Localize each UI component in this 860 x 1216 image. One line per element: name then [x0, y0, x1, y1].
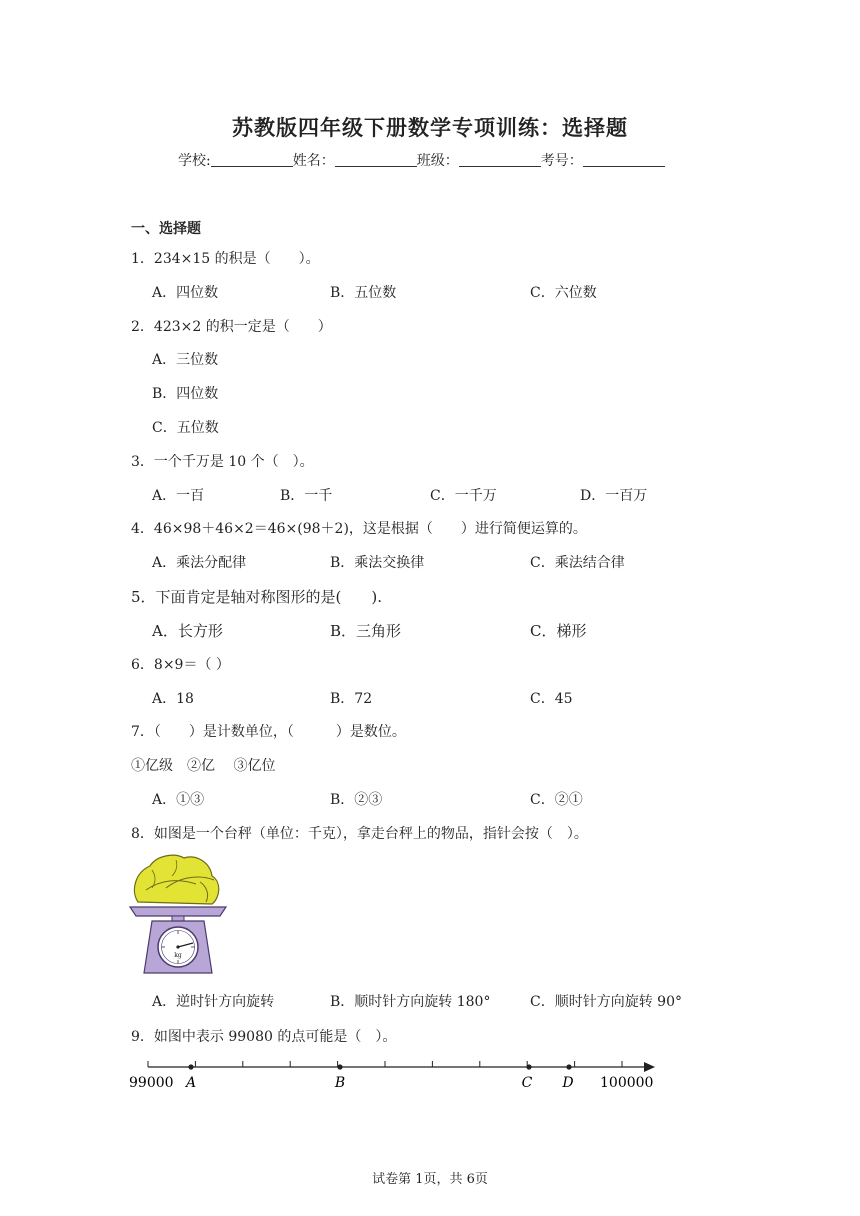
question-1-option-a: A．四位数	[152, 285, 219, 301]
number-line-ticks	[148, 1061, 622, 1067]
question-7-stem: 7．（ ）是计数单位，（ ）是数位。	[131, 724, 406, 740]
question-2-stem: 2．423×2 的积一定是（ ）	[131, 319, 332, 335]
question-2-option-a: A．三位数	[152, 352, 219, 368]
point-b-label: B	[334, 1075, 346, 1091]
point-d-dot	[566, 1064, 571, 1069]
scale-with-cabbage-figure	[126, 850, 232, 978]
name-blank	[335, 152, 417, 167]
question-5-stem: 5．下面肯定是轴对称图形的是( ).	[131, 588, 383, 606]
point-a-label: A	[185, 1075, 197, 1091]
question-7-option-b: B．②③	[330, 792, 383, 808]
point-c-label: C	[521, 1075, 533, 1091]
point-d-label: D	[562, 1075, 574, 1091]
question-1-stem: 1．234×15 的积是（ ）。	[131, 251, 320, 267]
page-title: 苏教版四年级下册数学专项训练：选择题	[232, 115, 628, 140]
section-heading: 一、选择题	[131, 221, 201, 237]
question-4-option-c: C．乘法结合律	[530, 555, 625, 571]
number-line-arrow	[644, 1062, 655, 1072]
question-6-option-b: B．72	[330, 691, 373, 707]
student-info-line	[178, 150, 665, 170]
name-label: 姓名：	[292, 153, 335, 169]
question-3-option-c: C．一千万	[430, 488, 497, 504]
question-4-stem: 4．46×98＋46×2＝46×(98＋2)，这是根据（ ）进行简便运算的。	[131, 521, 587, 537]
question-8-option-a: A．逆时针方向旋转	[152, 994, 275, 1010]
question-3-stem: 3．一个千万是 10 个（ ）。	[131, 454, 314, 470]
question-7-choices: ①亿级 ②亿 ③亿位	[131, 758, 276, 774]
question-9-stem: 9．如图中表示 99080 的点可能是（ ）。	[131, 1029, 397, 1045]
number-line-start-label: 99000	[129, 1075, 174, 1091]
point-b-dot	[337, 1064, 342, 1069]
question-1-option-b: B．五位数	[330, 285, 397, 301]
school-blank	[211, 152, 293, 167]
cabbage-illustration	[134, 855, 218, 904]
scale-neck	[172, 916, 184, 921]
scale-dial	[158, 927, 198, 967]
question-4-option-b: B．乘法交换律	[330, 555, 425, 571]
scale-unit-label: kg	[174, 952, 182, 959]
scale-platform	[130, 907, 226, 916]
exam-number-label: 考号：	[540, 153, 583, 169]
question-6-option-c: C．45	[530, 691, 573, 707]
question-1-option-c: C．六位数	[530, 285, 597, 301]
class-label: 班级：	[416, 153, 459, 169]
question-6-option-a: A．18	[152, 691, 194, 707]
question-5-option-c: C．梯形	[530, 622, 587, 640]
class-blank	[459, 152, 541, 167]
question-5-option-a: A．长方形	[152, 622, 223, 640]
question-2-option-b: B．四位数	[152, 386, 219, 402]
school-label: 学校:	[178, 153, 211, 169]
question-8-stem: 8．如图是一个台秤（单位：千克），拿走台秤上的物品，指针会按（ ）。	[131, 826, 588, 842]
number-line-figure	[120, 1052, 665, 1096]
question-2-option-c: C．五位数	[152, 420, 219, 436]
question-6-stem: 6．8×9＝（ ）	[131, 657, 230, 673]
question-4-option-a: A．乘法分配律	[152, 555, 247, 571]
question-3-option-b: B．一千	[280, 488, 333, 504]
number-line-end-label: 100000	[600, 1075, 654, 1091]
question-8-option-c: C．顺时针方向旋转 90°	[530, 994, 682, 1010]
question-3-option-d: D．一百万	[580, 488, 648, 504]
question-5-option-b: B．三角形	[330, 622, 402, 640]
exam-number-blank	[583, 152, 665, 167]
page-footer: 试卷第 1页，共 6页	[372, 1172, 488, 1187]
point-a-dot	[188, 1064, 193, 1069]
question-7-option-a: A．①③	[152, 792, 205, 808]
question-3-option-a: A．一百	[152, 488, 205, 504]
question-8-option-b: B．顺时针方向旋转 180°	[330, 994, 491, 1010]
point-c-dot	[526, 1064, 531, 1069]
question-7-option-c: C．②①	[530, 792, 583, 808]
